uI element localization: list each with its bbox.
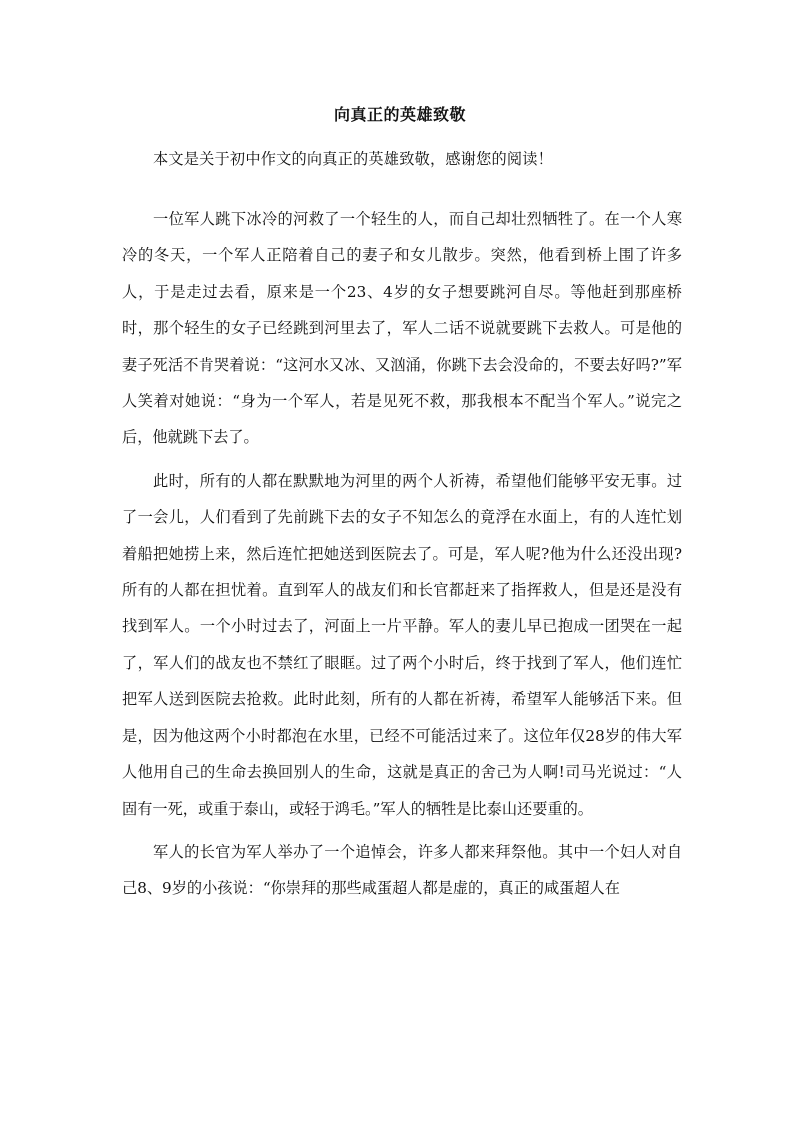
paragraph-2: 此时，所有的人都在默默地为河里的两个人祈祷，希望他们能够平安无事。过了一会儿，人们看到了先前跳下去的女子不知怎么的竟浮在水面上，有的人连忙划着船把她捞上来，然后连忙把她送到医院去了。可是，军人呢?他为什么还没出现?所有的人都在担忧着。直到军人的战友们和长官都赶来了指挥救人，但是还是没有找到军人。一个小时过去了，河面上一片平静。军人的妻儿早已抱成一团哭在一起了，军人们的战友也不禁红了眼眶。过了两个小时后，终于找到了军人，他们连忙把军人送到医院去抢救。此时此刻，所有的人都在祈祷，希望军人能够活下来。但是，因为他这两个小时都泡在水里，已经不可能活过来了。这位年仅28岁的伟大军人他用自己的生命去换回别人的生命，这就是真正的舍己为人啊!司马光说过：“人固有一死，或重于泰山，或轻于鸿毛。”军人的牺牲是比泰山还要重的。 xyxy=(122,471,682,818)
document-title: 向真正的英雄致敬 xyxy=(333,105,466,124)
paragraph-3: 军人的长官为军人举办了一个追悼会，许多人都来拜祭他。其中一个妇人对自己8、9岁的小孩说：“你崇拜的那些咸蛋超人都是虚的，真正的咸蛋超人在 xyxy=(122,842,682,898)
intro-line: 本文是关于初中作文的向真正的英雄致敬，感谢您的阅读！ xyxy=(153,150,554,168)
paragraph-1: 一位军人跳下冰冷的河救了一个轻生的人，而自己却壮烈牺牲了。在一个人寒冷的冬天，一个军人正陪着自己的妻子和女儿散步。突然，他看到桥上围了许多人，于是走过去看，原来是一个23、4岁的女子想要跳河自尽。等他赶到那座桥时，那个轻生的女子已经跳到河里去了，军人二话不说就要跳下去救人。可是他的妻子死活不肯哭着说：“这河水又冰、又汹涌，你跳下去会没命的，不要去好吗?”军人笑着对她说：“身为一个军人，若是见死不救，那我根本不配当个军人。”说完之后，他就跳下去了。 xyxy=(122,210,682,447)
article-body xyxy=(122,201,682,914)
